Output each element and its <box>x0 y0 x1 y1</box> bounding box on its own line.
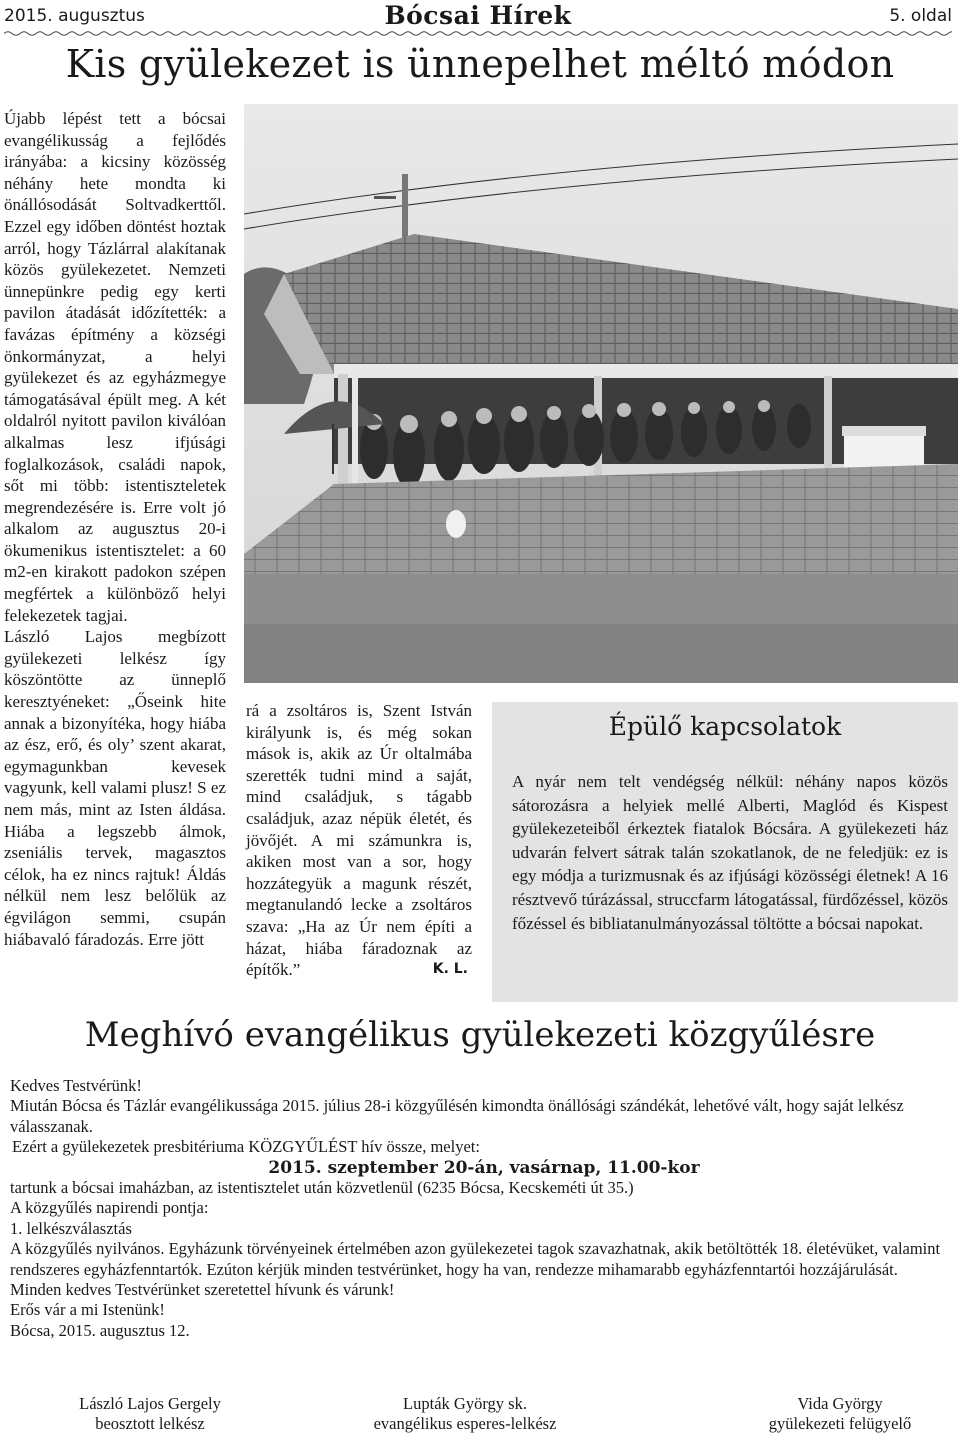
greeting: Kedves Testvérünk! <box>10 1076 142 1095</box>
signature-block <box>340 1394 590 1435</box>
signatory-role: evangélikus esperes-lelkész <box>373 1414 557 1434</box>
page-number: 5. oldal <box>889 6 952 26</box>
issue-date: 2015. augusztus <box>4 6 145 26</box>
invitation-paragraph: A közgyűlés nyilvános. Egyházunk törvényeinek értelmében azon gyülekezetei tagok szavazhatnak, akik betöltötték 18. életévüket, valamint rendszeres egyházfenntartók. Ezúton kérjük minden testvérünket, hogy ha van, rendezze mihamarabb egyházfenntartói hozzájárulását. <box>10 1239 941 1279</box>
article-column-1 <box>4 108 226 950</box>
pavilion-photo <box>244 104 958 683</box>
invitation-headline: Meghívó evangélikus gyülekezeti közgyűlésre <box>84 1015 876 1055</box>
closing-motto: Erős vár a mi Istenünk! <box>10 1300 165 1320</box>
invitation-paragraph: Ezért a gyülekezetek presbitériuma KÖZGYŰLÉST hív össze, melyet: <box>12 1137 480 1157</box>
signatory-name: László Lajos Gergely <box>79 1394 221 1413</box>
page-header <box>4 1 952 30</box>
agenda-label: A közgyűlés napirendi pontja: <box>10 1198 209 1218</box>
signatory-role: gyülekezeti felügyelő <box>768 1414 912 1434</box>
signature-block <box>730 1394 950 1435</box>
meeting-date: 2015. szeptember 20-án, vasárnap, 11.00-kor <box>268 1157 700 1178</box>
article-paragraph: Újabb lépést tett a bócsai evangélikusság a fejlődés irányába: a kicsiny közösség néhány hete mondta ki önállósodását Soltvadkerttől. Ezzel egy időben döntést hoztak arról, hogy Tázlárral alakítanak közös gyülekezetet. Nemzeti ünnepünkre pedig egy kerti pavilon átadását időzítették: a favázas építmény a községi önkormányzat, a helyi gyülekezet és az egyházmegye támogatásával épült meg. A két oldalról nyitott pavilon kiválóan alkalmas lesz ifjúsági foglalkozások, családi napok, sőt mi több: istentiszteletek megrendezésére is. Erre volt jó alkalom az augusztus 20-i ökumenikus istentisztelet: a 60 m2-en kirakott padokon szépen megfértek a különböző helyi felekezetek tagjai. <box>4 109 226 625</box>
newspaper-masthead: Bócsai Hírek <box>384 1 572 30</box>
invitation-paragraph: tartunk a bócsai imaházban, az istentisztelet után közvetlenül (6235 Bócsa, Kecskeméti út 35.) <box>10 1178 634 1198</box>
article-text: rá a zsoltáros is, Szent István királyunk is, és még sokan mások is, akik az Úr oltalmába szerették tudni mind a saját, mind családjuk, s tágabb családjuk, azaz népük életét, és jövőjét. A mi számunkra is, akiken most van a sor, hogy hozzátegyük a magunk részét, megtanulandó lecke a zsoltáros szava: „Ha az Úr nem építi a házat, hiába fáradoznak az építők.” <box>246 701 472 980</box>
author-signature: K. L. <box>432 961 468 978</box>
invitation-paragraph: Minden kedves Testvérünket szeretettel hívunk és várunk! <box>10 1280 395 1300</box>
article-column-2 <box>246 700 472 981</box>
article-paragraph: László Lajos megbízott gyülekezeti lelkész így köszöntötte az ünneplő keresztyéneket: „Őseink hite annak a bizonyítéka, hogy hiába az ész, erő, és oly’ szent akarat, egymagunkban kevesek vagyunk, kell valami plusz! S ez nem más, mint az Isten áldása. Hiába a legszebb álmok, zseniális tervek, magasztos célok, ha ez nincs rajtuk! Áldás nélkül nem lesz belőlük az égvilágon semmi, csupán hiábavaló fáradozás. Erre jött <box>4 627 226 949</box>
sidebar-box <box>492 702 958 1002</box>
article-paragraph <box>246 700 472 981</box>
signatory-name: Vida György <box>797 1394 883 1413</box>
signature-block <box>40 1394 260 1435</box>
signatory-name: Lupták György sk. <box>403 1394 527 1413</box>
header-wavy-rule <box>4 30 952 37</box>
agenda-item: 1. lelkészválasztás <box>10 1218 132 1238</box>
place-date: Bócsa, 2015. augusztus 12. <box>10 1320 190 1340</box>
box-body: A nyár nem telt vendégség nélkül: néhány napos közös sátorozásra a helyiek mellé Alberti, Maglód és Kispest gyülekezeteiből érkeztek fiatalok Bócsára. A gyülekezeti ház udvarán felvert sátrak talán szokatlanok, de ne feledjük: ez is egy módja a turizmusnak és az ifjúsági közösségi életnek! A 16 résztvevő túrázással, struccfarm látogatással, fürdőzéssel, közös főzéssel és bibliatanulmányozással töltötte a bócsai napokat. <box>512 772 948 933</box>
box-title: Épülő kapcsolatok <box>608 712 842 741</box>
invitation-body <box>10 1076 958 1341</box>
invitation-paragraph: Miután Bócsa és Tázlár evangélikussága 2015. július 28-i közgyűlésén kimondta önállósági szándékát, lehetővé vált, hogy saját lelkész válasszanak. <box>10 1096 904 1136</box>
article-headline: Kis gyülekezet is ünnepelhet méltó módon <box>65 42 895 86</box>
signatory-role: beosztott lelkész <box>95 1414 205 1434</box>
